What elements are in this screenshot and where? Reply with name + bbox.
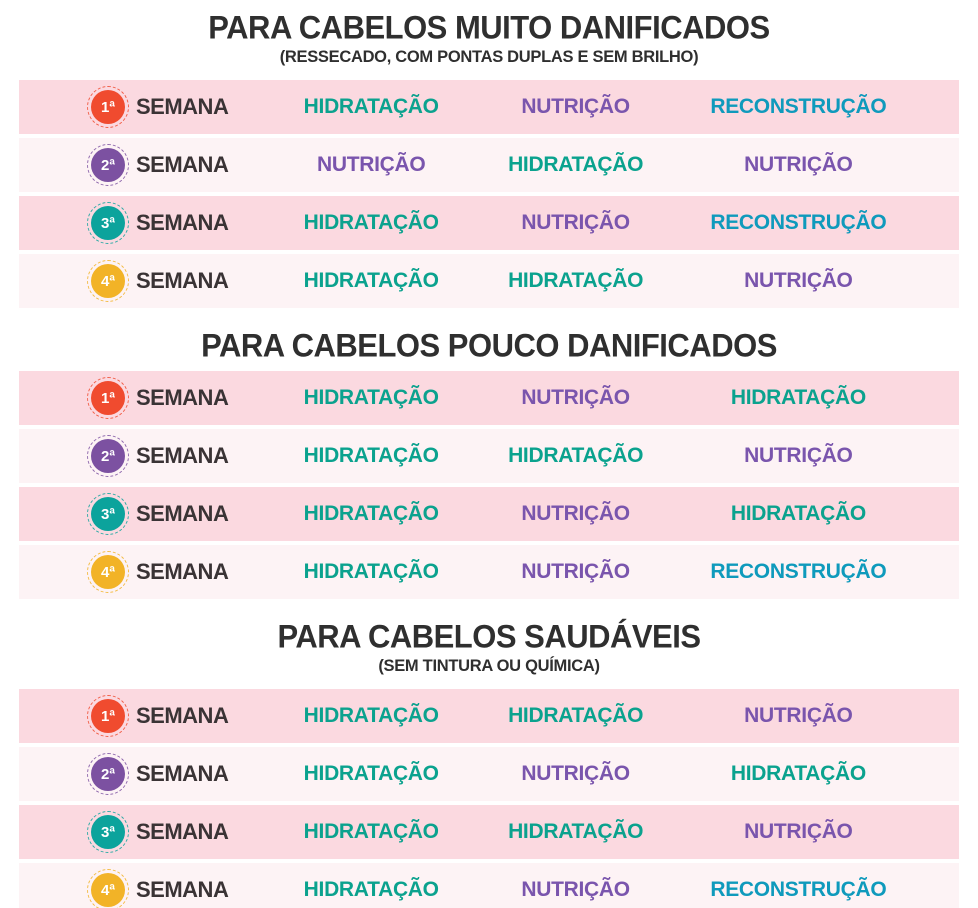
week-cell: [19, 757, 269, 791]
treatment: HIDRATAÇÃO: [303, 502, 439, 525]
week-cell: [19, 381, 269, 415]
week-row: [19, 254, 959, 308]
week-label: SEMANA: [136, 443, 229, 468]
week-number-badge: 4ª: [91, 264, 125, 298]
week-cell: [19, 90, 269, 124]
schedule-section: [0, 0, 978, 318]
week-label: SEMANA: [136, 210, 229, 235]
treatment: NUTRIÇÃO: [316, 153, 426, 176]
week-number-badge: 1ª: [91, 699, 125, 733]
week-cell: [19, 497, 269, 531]
treatment: NUTRIÇÃO: [521, 502, 630, 525]
week-label: SEMANA: [136, 94, 229, 119]
treatment: HIDRATAÇÃO: [730, 502, 866, 525]
section-title: PARA CABELOS POUCO DANIFICADOS: [201, 327, 777, 364]
treatment: HIDRATAÇÃO: [730, 762, 866, 785]
week-row: [19, 80, 959, 134]
treatment: HIDRATAÇÃO: [303, 444, 439, 467]
treatment: HIDRATAÇÃO: [508, 820, 644, 843]
week-cell: [19, 699, 269, 733]
week-number-badge: 3ª: [91, 206, 125, 240]
week-label: SEMANA: [136, 385, 229, 410]
section-subtitle: (SEM TINTURA OU QUÍMICA): [378, 657, 600, 675]
treatment: HIDRATAÇÃO: [303, 878, 439, 901]
treatment: HIDRATAÇÃO: [508, 444, 644, 467]
rows: [19, 689, 959, 908]
week-row: [19, 138, 959, 192]
week-row: [19, 805, 959, 859]
treatment: HIDRATAÇÃO: [508, 269, 644, 292]
week-row: [19, 196, 959, 250]
week-number-badge: 1ª: [91, 381, 125, 415]
week-label: SEMANA: [136, 761, 229, 786]
treatment: NUTRIÇÃO: [744, 704, 853, 727]
week-cell: [19, 206, 269, 240]
week-label: SEMANA: [136, 703, 229, 728]
week-row: [19, 487, 959, 541]
treatment: RECONSTRUÇÃO: [710, 878, 887, 901]
week-number-badge: 1ª: [91, 90, 125, 124]
treatment: NUTRIÇÃO: [521, 386, 630, 409]
schedule-section: [0, 318, 978, 609]
treatment: HIDRATAÇÃO: [508, 153, 644, 176]
week-label: SEMANA: [136, 501, 229, 526]
treatment: RECONSTRUÇÃO: [710, 211, 887, 234]
treatment: NUTRIÇÃO: [744, 820, 853, 843]
treatment: NUTRIÇÃO: [521, 560, 630, 583]
week-label: SEMANA: [136, 819, 229, 844]
treatment: RECONSTRUÇÃO: [710, 95, 887, 118]
section-subtitle: (RESSECADO, COM PONTAS DUPLAS E SEM BRILHO): [279, 48, 699, 66]
week-row: [19, 863, 959, 908]
schedule-section: [0, 609, 978, 908]
rows: [19, 371, 959, 599]
week-cell: [19, 555, 269, 589]
week-label: SEMANA: [136, 559, 229, 584]
treatment: HIDRATAÇÃO: [303, 820, 439, 843]
treatment: HIDRATAÇÃO: [303, 762, 439, 785]
week-row: [19, 429, 959, 483]
treatment: HIDRATAÇÃO: [303, 386, 439, 409]
treatment: HIDRATAÇÃO: [303, 704, 439, 727]
week-label: SEMANA: [136, 877, 229, 902]
week-number-badge: 3ª: [91, 815, 125, 849]
week-cell: [19, 815, 269, 849]
week-row: [19, 689, 959, 743]
treatment: NUTRIÇÃO: [521, 211, 630, 234]
week-number-badge: 4ª: [91, 555, 125, 589]
week-number-badge: 2ª: [91, 148, 125, 182]
treatment: NUTRIÇÃO: [521, 878, 630, 901]
week-cell: [19, 264, 269, 298]
treatment: HIDRATAÇÃO: [303, 560, 439, 583]
week-cell: [19, 148, 269, 182]
treatment: HIDRATAÇÃO: [303, 95, 439, 118]
week-number-badge: 2ª: [91, 439, 125, 473]
treatment: NUTRIÇÃO: [521, 95, 630, 118]
section-title: PARA CABELOS SAUDÁVEIS: [277, 618, 701, 655]
week-label: SEMANA: [136, 152, 229, 177]
treatment: NUTRIÇÃO: [521, 762, 630, 785]
treatment: HIDRATAÇÃO: [303, 269, 439, 292]
treatment: HIDRATAÇÃO: [730, 386, 866, 409]
treatment: HIDRATAÇÃO: [303, 211, 439, 234]
treatment: NUTRIÇÃO: [744, 444, 853, 467]
week-number-badge: 4ª: [91, 873, 125, 907]
treatment: RECONSTRUÇÃO: [710, 560, 887, 583]
week-label: SEMANA: [136, 268, 229, 293]
section-title: PARA CABELOS MUITO DANIFICADOS: [208, 9, 770, 46]
week-number-badge: 3ª: [91, 497, 125, 531]
week-row: [19, 545, 959, 599]
week-row: [19, 371, 959, 425]
treatment: HIDRATAÇÃO: [508, 704, 644, 727]
week-number-badge: 2ª: [91, 757, 125, 791]
treatment: NUTRIÇÃO: [744, 153, 853, 176]
week-cell: [19, 439, 269, 473]
treatment: NUTRIÇÃO: [744, 269, 853, 292]
week-row: [19, 747, 959, 801]
rows: [19, 80, 959, 308]
week-cell: [19, 873, 269, 907]
